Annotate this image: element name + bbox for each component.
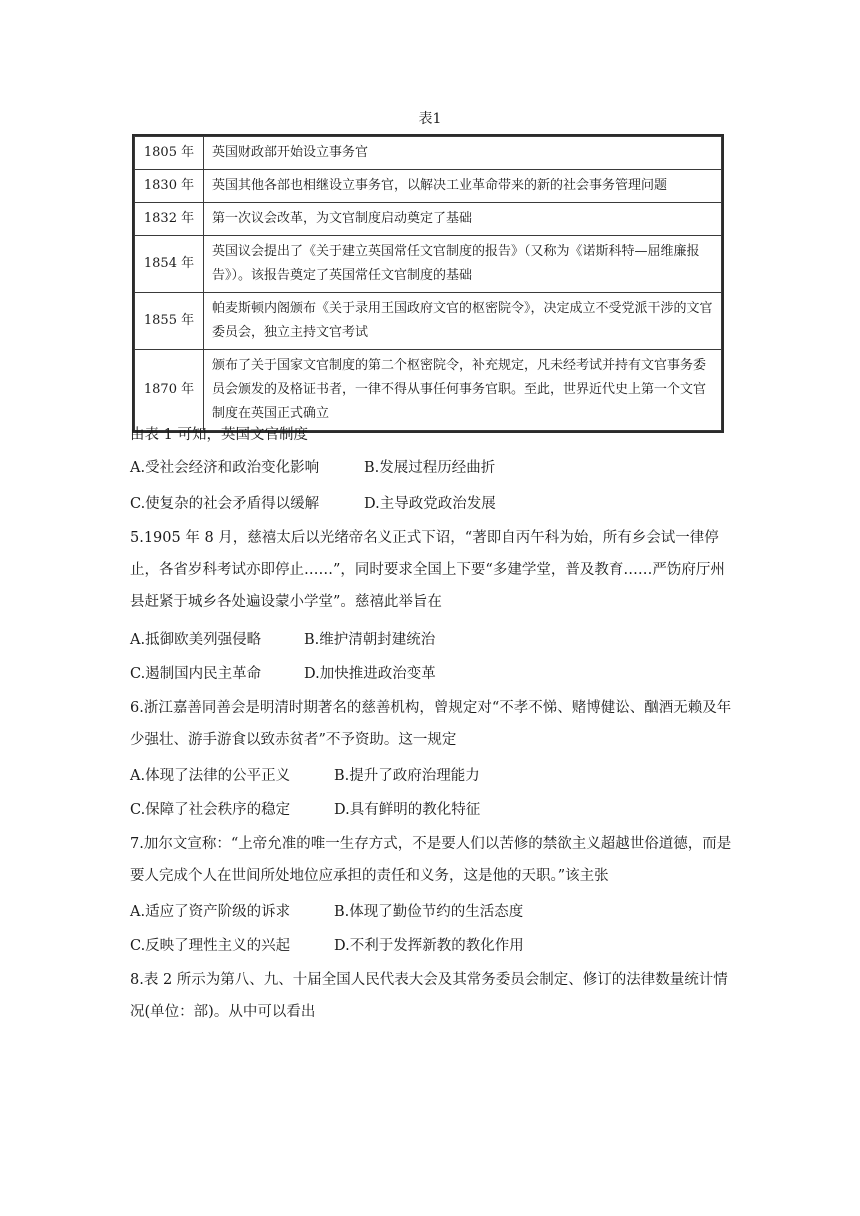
question-6-stem: 6.浙江嘉善同善会是明清时期著名的慈善机构，曾规定对“不孝不悌、赌博健讼、酗酒无赖及年少强壮、游手游食以致赤贫者”不予资助。这一规定 xyxy=(130,700,732,748)
question-7-options-row-1 xyxy=(130,896,734,928)
option-b: B.提升了政府治理能力 xyxy=(334,768,480,784)
table-cell-year: 1855 年 xyxy=(135,293,204,350)
option-b: B.发展过程历经曲折 xyxy=(364,460,496,476)
option-d: D.具有鲜明的教化特征 xyxy=(334,802,481,818)
table-cell-event: 帕麦斯顿内阁颁布《关于录用王国政府文官的枢密院令》，决定成立不受党派干涉的文官委员会，独立主持文官考试 xyxy=(204,293,722,350)
option-c: C.使复杂的社会矛盾得以缓解 xyxy=(130,496,320,512)
option-d: D.加快推进政治变革 xyxy=(304,666,436,682)
table-cell-event: 英国议会提出了《关于建立英国常任文官制度的报告》（又称为《诺斯科特—屈维廉报告》）。该报告奠定了英国常任文官制度的基础 xyxy=(204,236,722,293)
option-c: C.反映了理性主义的兴起 xyxy=(130,938,291,954)
table-row xyxy=(135,137,722,170)
option-a: A.抵御欧美列强侵略 xyxy=(130,632,262,648)
question-6-options-row-1 xyxy=(130,760,734,792)
table-cell-year: 1830 年 xyxy=(135,170,204,203)
option-b: B.维护清朝封建统治 xyxy=(304,632,436,648)
question-5-stem: 5.1905 年 8 月，慈禧太后以光绪帝名义正式下诏，“著即自丙午科为始，所有乡会试一律停止，各省岁科考试亦即停止……”，同时要求全国上下要“多建学堂，普及教育……严饬府厅州县赶紧于城乡各处遍设蒙小学堂”。慈禧此举旨在 xyxy=(130,530,725,610)
question-8-stem: 8.表 2 所示为第八、九、十届全国人民代表大会及其常务委员会制定、修订的法律数量统计情况(单位：部)。从中可以看出 xyxy=(130,972,728,1020)
table-row xyxy=(135,293,722,350)
question-4-options-row-2 xyxy=(130,488,734,520)
question-6-options-row-2 xyxy=(130,794,734,826)
question-5-options-row-1 xyxy=(130,624,734,656)
table-cell-event: 英国财政部开始设立事务官 xyxy=(204,137,722,170)
option-c: C.遏制国内民主革命 xyxy=(130,666,262,682)
table-cell-year: 1805 年 xyxy=(135,137,204,170)
table-1-caption: 表1 xyxy=(418,111,442,127)
option-c: C.保障了社会秩序的稳定 xyxy=(130,802,291,818)
table-cell-event: 英国其他各部也相继设立事务官，以解决工业革命带来的新的社会事务管理问题 xyxy=(204,170,722,203)
option-d: D.主导政党政治发展 xyxy=(364,496,496,512)
option-d: D.不利于发挥新教的教化作用 xyxy=(334,938,524,954)
table-cell-year: 1854 年 xyxy=(135,236,204,293)
table-cell-year: 1832 年 xyxy=(135,203,204,236)
table-row xyxy=(135,203,722,236)
question-7-options-row-2 xyxy=(130,930,734,962)
option-a: A.体现了法律的公平正义 xyxy=(130,768,291,784)
option-a: A.受社会经济和政治变化影响 xyxy=(130,460,320,476)
question-7-stem: 7.加尔文宣称：“上帝允准的唯一生存方式，不是要人们以苦修的禁欲主义超越世俗道德，而是要人完成个人在世间所处地位应承担的责任和义务，这是他的天职。”该主张 xyxy=(130,836,732,884)
table-row xyxy=(135,170,722,203)
option-b: B.体现了勤俭节约的生活态度 xyxy=(334,904,524,920)
question-5-options-row-2 xyxy=(130,658,734,690)
table-cell-event: 第一次议会改革，为文官制度启动奠定了基础 xyxy=(204,203,722,236)
option-a: A.适应了资产阶级的诉求 xyxy=(130,904,291,920)
question-4-options-row-1 xyxy=(130,452,734,484)
table-1 xyxy=(132,134,724,433)
table-cell-event: 颁布了关于国家文官制度的第二个枢密院令，补充规定，凡未经考试并持有文官事务委员会颁发的及格证书者，一律不得从事任何事务官职。至此，世界近代史上第一个文官制度在英国正式确立 xyxy=(204,350,722,431)
table-cell-year: 1870 年 xyxy=(135,350,204,431)
table-row xyxy=(135,236,722,293)
question-4-stem: 由表 1 可知，英国文官制度 xyxy=(130,427,308,443)
